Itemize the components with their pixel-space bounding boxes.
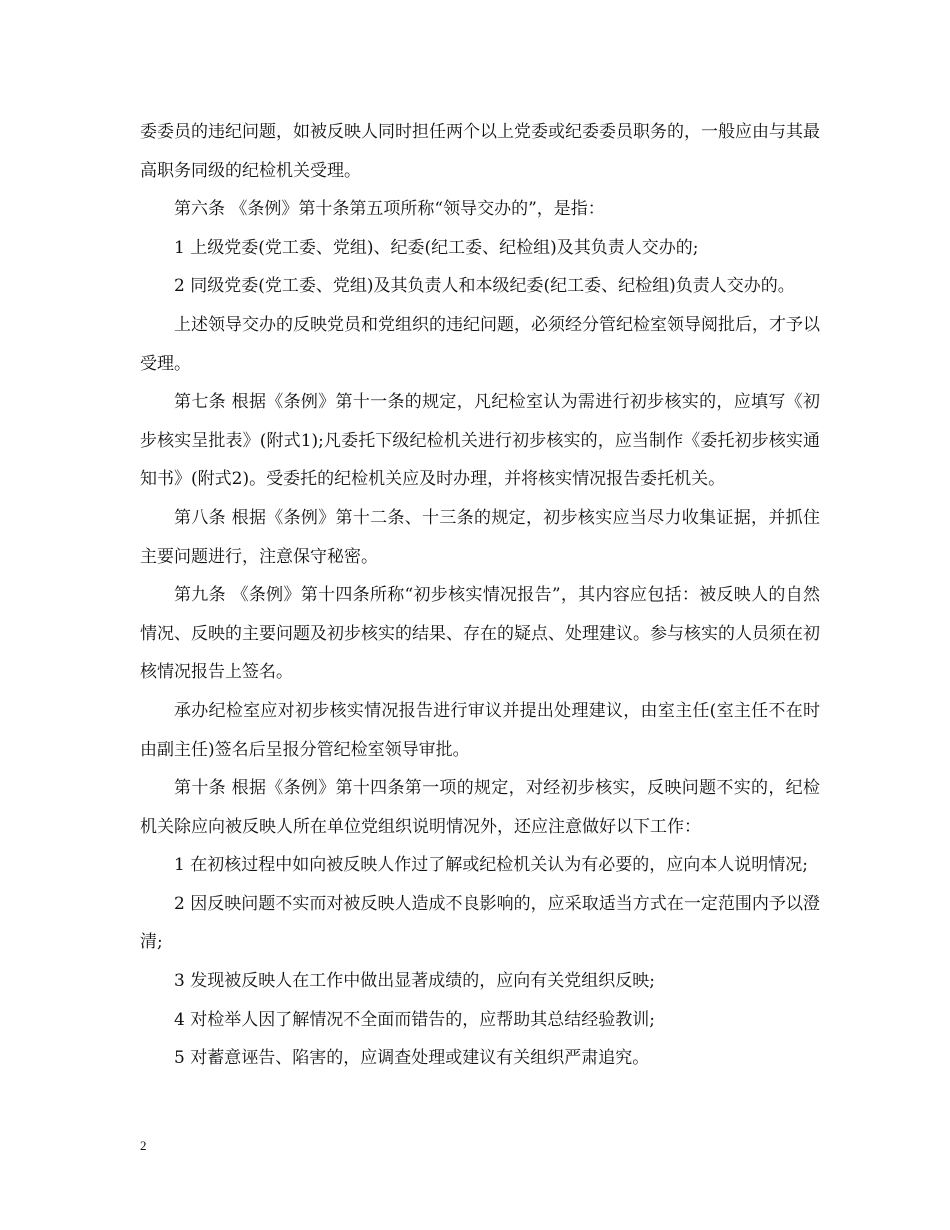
paragraph-article-10-item-1: 1 在初核过程中如向被反映人作过了解或纪检机关认为有必要的，应向本人说明情况;: [174, 855, 808, 876]
paragraph-article-10: 第十条 根据《条例》第十四条第一项的规定，对经初步核实，反映问题不实的，纪检机关除应向被反映人所在单位党组织说明情况外，还应注意做好以下工作：: [140, 778, 820, 837]
paragraph-article-6: 第六条 《条例》第十条第五项所称“领导交办的”，是指：: [174, 199, 605, 220]
paragraph-article-6-note: 上述领导交办的反映党员和党组织的违纪问题，必须经分管纪检室领导阅批后，才予以受理。: [140, 314, 820, 374]
paragraph-article-8: 第八条 根据《条例》第十二条、十三条的规定，初步核实应当尽力收集证据，并抓住主要问题进行，注意保守秘密。: [140, 507, 820, 567]
paragraph-article-9-note: 承办纪检室应对初步核实情况报告进行审议并提出处理建议，由室主任(室主任不在时由副主任)签名后呈报分管纪检室领导审批。: [140, 700, 820, 760]
paragraph-article-10-item-4: 4 对检举人因了解情况不全面而错告的，应帮助其总结经验教训;: [174, 1009, 655, 1030]
paragraph-article-10-item-5: 5 对蓄意诬告、陷害的，应调查处理或建议有关组织严肃追究。: [174, 1048, 650, 1069]
paragraph-article-10-item-2: 2 因反映问题不实而对被反映人造成不良影响的，应采取适当方式在一定范围内予以澄清;: [140, 893, 820, 953]
paragraph-article-7: 第七条 根据《条例》第十一条的规定，凡纪检室认为需进行初步核实的，应填写《初步核实呈批表》(附式1);凡委托下级纪检机关进行初步核实的，应当制作《委托初步核实通知书》(附式2)。受委托的纪检机关应及时办理，并将核实情况报告委托机关。: [140, 392, 820, 490]
paragraph-article-10-item-3: 3 发现被反映人在工作中做出显著成绩的，应向有关党组织反映;: [174, 971, 655, 992]
paragraph-article-6-item-2: 2 同级党委(党工委、党组)及其负责人和本级纪委(纪工委、纪检组)负责人交办的。: [174, 276, 795, 297]
paragraph-article-9: 第九条 《条例》第十四条所称“初步核实情况报告”，其内容应包括：被反映人的自然情况、反映的主要问题及初步核实的结果、存在的疑点、处理建议。参与核实的人员须在初核情况报告上签名。: [140, 585, 820, 683]
document-body: [140, 113, 820, 1078]
paragraph-continuation: 委委员的违纪问题，如被反映人同时担任两个以上党委或纪委委员职务的，一般应由与其最高职务同级的纪检机关受理。: [140, 122, 820, 181]
paragraph-article-6-item-1: 1 上级党委(党工委、党组)、纪委(纪工委、纪检组)及其负责人交办的;: [174, 237, 699, 258]
page-number: 2: [140, 1138, 147, 1153]
